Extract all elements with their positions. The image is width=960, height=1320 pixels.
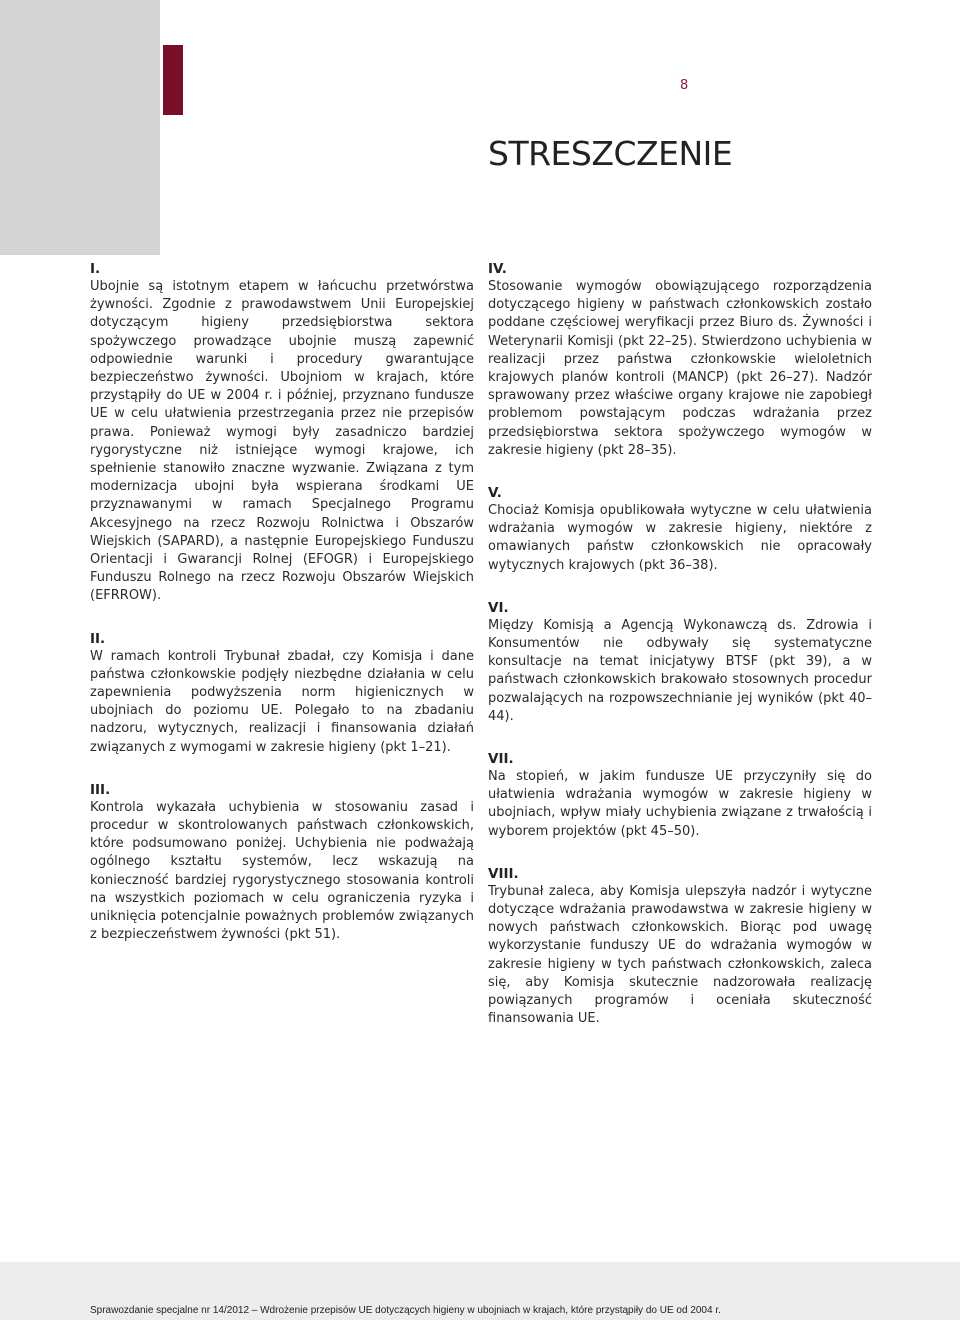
section-text: Chociaż Komisja opublikowała wytyczne w celu ułatwienia wdrażania wymogów w zakresie higieny, niektóre z omawianych państw członkowskich nie opracowały wytycznych krajowych (pkt 36–38). [488,503,872,573]
section-number: IV. [488,261,507,277]
section-6 [488,599,872,726]
section-4 [488,260,872,460]
page-title: STRESZCZENIE [488,134,733,173]
right-column [488,260,872,1053]
section-5 [488,484,872,575]
section-text: Kontrola wykazała uchybienia w stosowaniu zasad i procedur w skontrolowanych państwach członkowskich, które podsumowano poniżej. Uchybienia nie podważają ogólnego kształtu systemów, lecz wskazują na konieczność bardziej rygorystycznego stosowania kontroli na wszystkich poziomach w celu ograniczenia ryzyka i uniknięcia potencjalnie poważnych problemów związanych z bezpieczeństwem żywności (pkt 51). [90,799,474,943]
section-text: Trybunał zaleca, aby Komisja ulepszyła nadzór i wytyczne dotyczące wdrażania prawodawstwa w zakresie higieny w nowych państwach członkowskich. Biorąc pod uwagę wykorzystanie funduszy UE do wdrażania wymogów w zakresie higieny w tych państwach członkowskich, zaleca się, aby Komisja skutecznie nadzorowała realizację powiązanych programów i oceniała skuteczność finansowania UE. [488,883,872,1027]
section-number: VIII. [488,865,519,882]
section-number: V. [488,485,502,502]
decorative-grey-block [0,0,160,255]
section-2 [90,630,474,757]
section-text: Stosowanie wymogów obowiązującego rozporządzenia dotyczącego higieny w państwach członkowskich zostało poddane częściowej weryfikacji przez Biuro ds. Żywności i Weterynarii Komisji (pkt 22–25). Stwierdzono uchybienia w realizacji przez państwa członkowskie wieloletnich krajowych planów kontroli (MANCP) (pkt 26–27). Nadzór sprawowany przez właściwe organy krajowe nie zapobiegł problemom powstającym podczas wdrażania przez przedsiębiorstwa sektora spożywczego wymogów w zakresie higieny (pkt 28–35). [488,279,872,458]
accent-bar [163,45,183,115]
section-7 [488,750,872,841]
section-3 [90,781,474,945]
section-number: I. [90,261,101,277]
section-text: Na stopień, w jakim fundusze UE przyczyniły się do ułatwienia wdrażania wymogów w zakresie higieny w ubojniach, wpływ miały uchybienia związane z trwałością i wyborem projektów (pkt 45–50). [488,769,872,839]
section-text: W ramach kontroli Trybunał zbadał, czy Komisja i dane państwa członkowskie podjęły niezbędne działania w celu zapewnienia podwyższenia norm higienicznych w ubojniach do poziomu UE. Polegało to na zbadaniu nadzoru, wytycznych, realizacji i finansowania działań związanych z wymogami w zakresie higieny (pkt 1–21). [90,648,474,755]
section-8 [488,865,872,1029]
left-column [90,260,474,969]
section-1 [90,260,474,606]
page-number: 8 [680,78,689,93]
footer-text: Sprawozdanie specjalne nr 14/2012 – Wdrożenie przepisów UE dotyczących higieny w ubojniach w krajach, które przystąpiły do UE od 2004 r. [90,1305,721,1316]
section-text: Ubojnie są istotnym etapem w łańcuchu przetwórstwa żywności. Zgodnie z prawodawstwem Unii Europejskiej dotyczącym higieny przedsiębiorstwa sektora spożywczego prowadzące ubojnie muszą zapewnić odpowiednie warunki i procedury gwarantujące bezpieczeństwo żywności. Ubojniom w krajach, które przystąpiły do UE w 2004 r. i później, przyznano fundusze UE w celu ułatwienia przestrzegania przez nie przepisów prawa. Ponieważ wymogi były zasadniczo bardziej rygorystyczne niż istniejące wymogi krajowe, ich spełnienie stanowiło znaczne wyzwanie. Związana z tym modernizacja ubojni była wspierana środkami UE przyznawanymi w ramach Specjalnego Programu Akcesyjnego na rzecz Rozwoju Rolnictwa i Obszarów Wiejskich (SAPARD), a następnie Europejskiego Funduszu Orientacji i Gwarancji Rolnej (EFOGR) i Europejskiego Funduszu Rolnego na rzecz Rozwoju Obszarów Wiejskich (EFRROW). [90,279,474,604]
section-number: III. [90,781,111,798]
section-number: II. [90,630,106,647]
section-number: VII. [488,751,514,768]
section-text: Między Komisją a Agencją Wykonawczą ds. Zdrowia i Konsumentów nie odbywały się systematyczne konsultacje na temat inicjatywy BTSF (pkt 39), a w państwach członkowskich brakowało stosownych procedur pozwalających na rozpowszechnianie jej wyników (pkt 40–44). [488,617,872,724]
section-number: VI. [488,599,509,616]
